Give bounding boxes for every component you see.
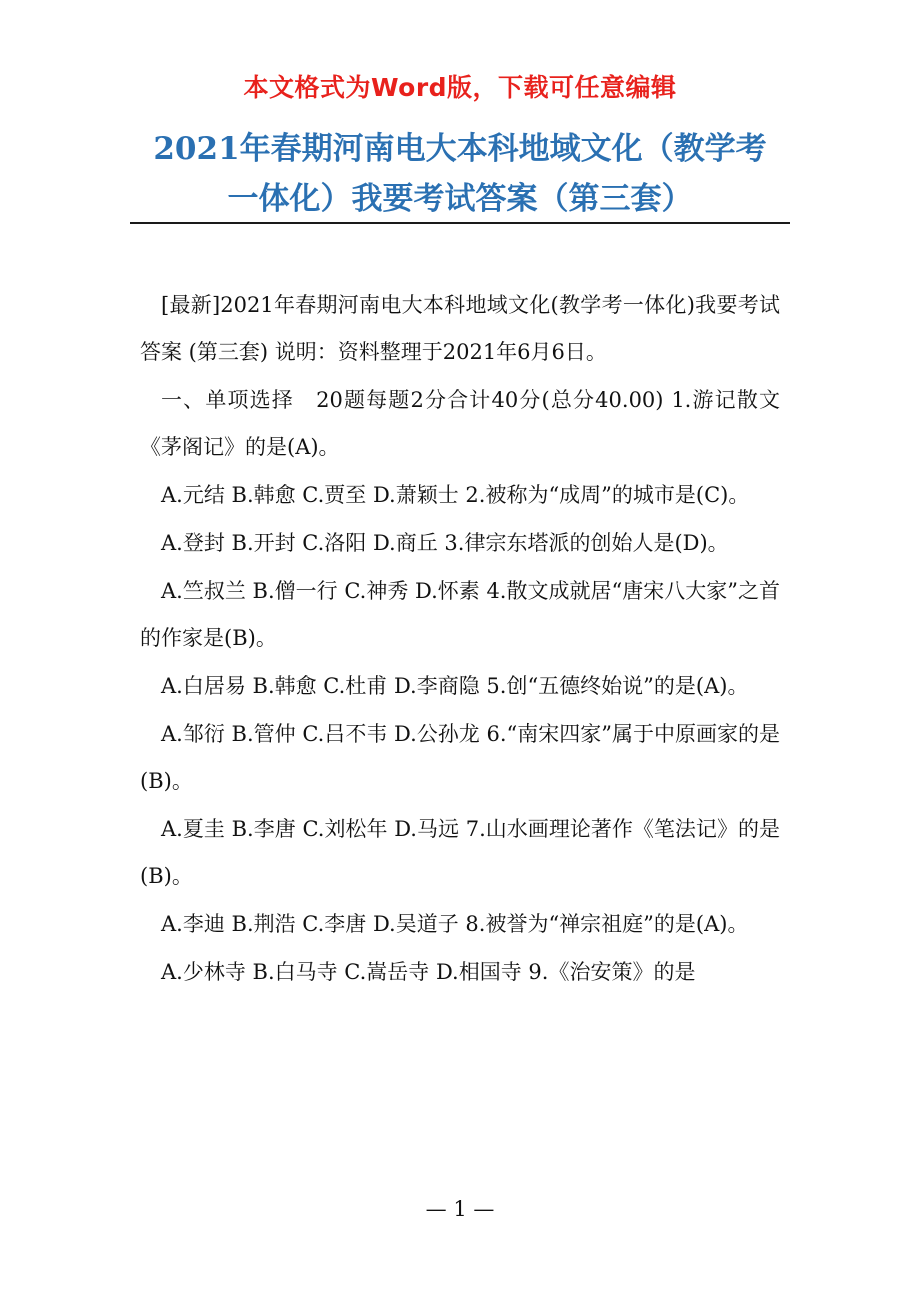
page-number: — 1 —	[425, 1197, 495, 1221]
document-body	[140, 282, 780, 996]
paragraph-question: A.邹衍 B.管仲 C.吕不韦 D.公孙龙 6.“南宋四家”属于中原画家的是(B)。	[140, 722, 780, 793]
title-divider	[130, 222, 790, 224]
word-format-notice: 本文格式为Word版，下载可任意编辑	[243, 73, 677, 102]
paragraph-question: A.李迪 B.荆浩 C.李唐 D.吴道子 8.被誉为“禅宗祖庭”的是(A)。	[161, 912, 749, 936]
paragraph-question: A.元结 B.韩愈 C.贾至 D.萧颖士 2.被称为“成周”的城市是(C)。	[161, 483, 750, 507]
paragraph-section-heading: 一、单项选择 20题每题2分合计40分(总分40.00) 1.游记散文《茅阁记》的是(A)。	[140, 388, 780, 459]
paragraph-question: A.竺叔兰 B.僧一行 C.神秀 D.怀素 4.散文成就居“唐宋八大家”之首的作家是(B)。	[140, 579, 780, 650]
paragraph-question: A.少林寺 B.白马寺 C.嵩岳寺 D.相国寺 9.《治安策》的是	[161, 960, 696, 984]
document-title-line-2: 一体化）我要考试答案（第三套）	[227, 181, 693, 217]
paragraph-question: A.夏圭 B.李唐 C.刘松年 D.马远 7.山水画理论著作《笔法记》的是(B)。	[140, 817, 780, 888]
paragraph-question: A.登封 B.开封 C.洛阳 D.商丘 3.律宗东塔派的创始人是(D)。	[161, 531, 729, 555]
document-title	[130, 124, 790, 224]
document-title-line-1: 2021年春期河南电大本科地域文化（教学考	[153, 131, 767, 167]
paragraph-intro: [最新]2021年春期河南电大本科地域文化(教学考一体化)我要考试答案 (第三套) 说明：资料整理于2021年6月6日。	[140, 293, 780, 364]
paragraph-question: A.白居易 B.韩愈 C.杜甫 D.李商隐 5.创“五德终始说”的是(A)。	[161, 674, 749, 698]
